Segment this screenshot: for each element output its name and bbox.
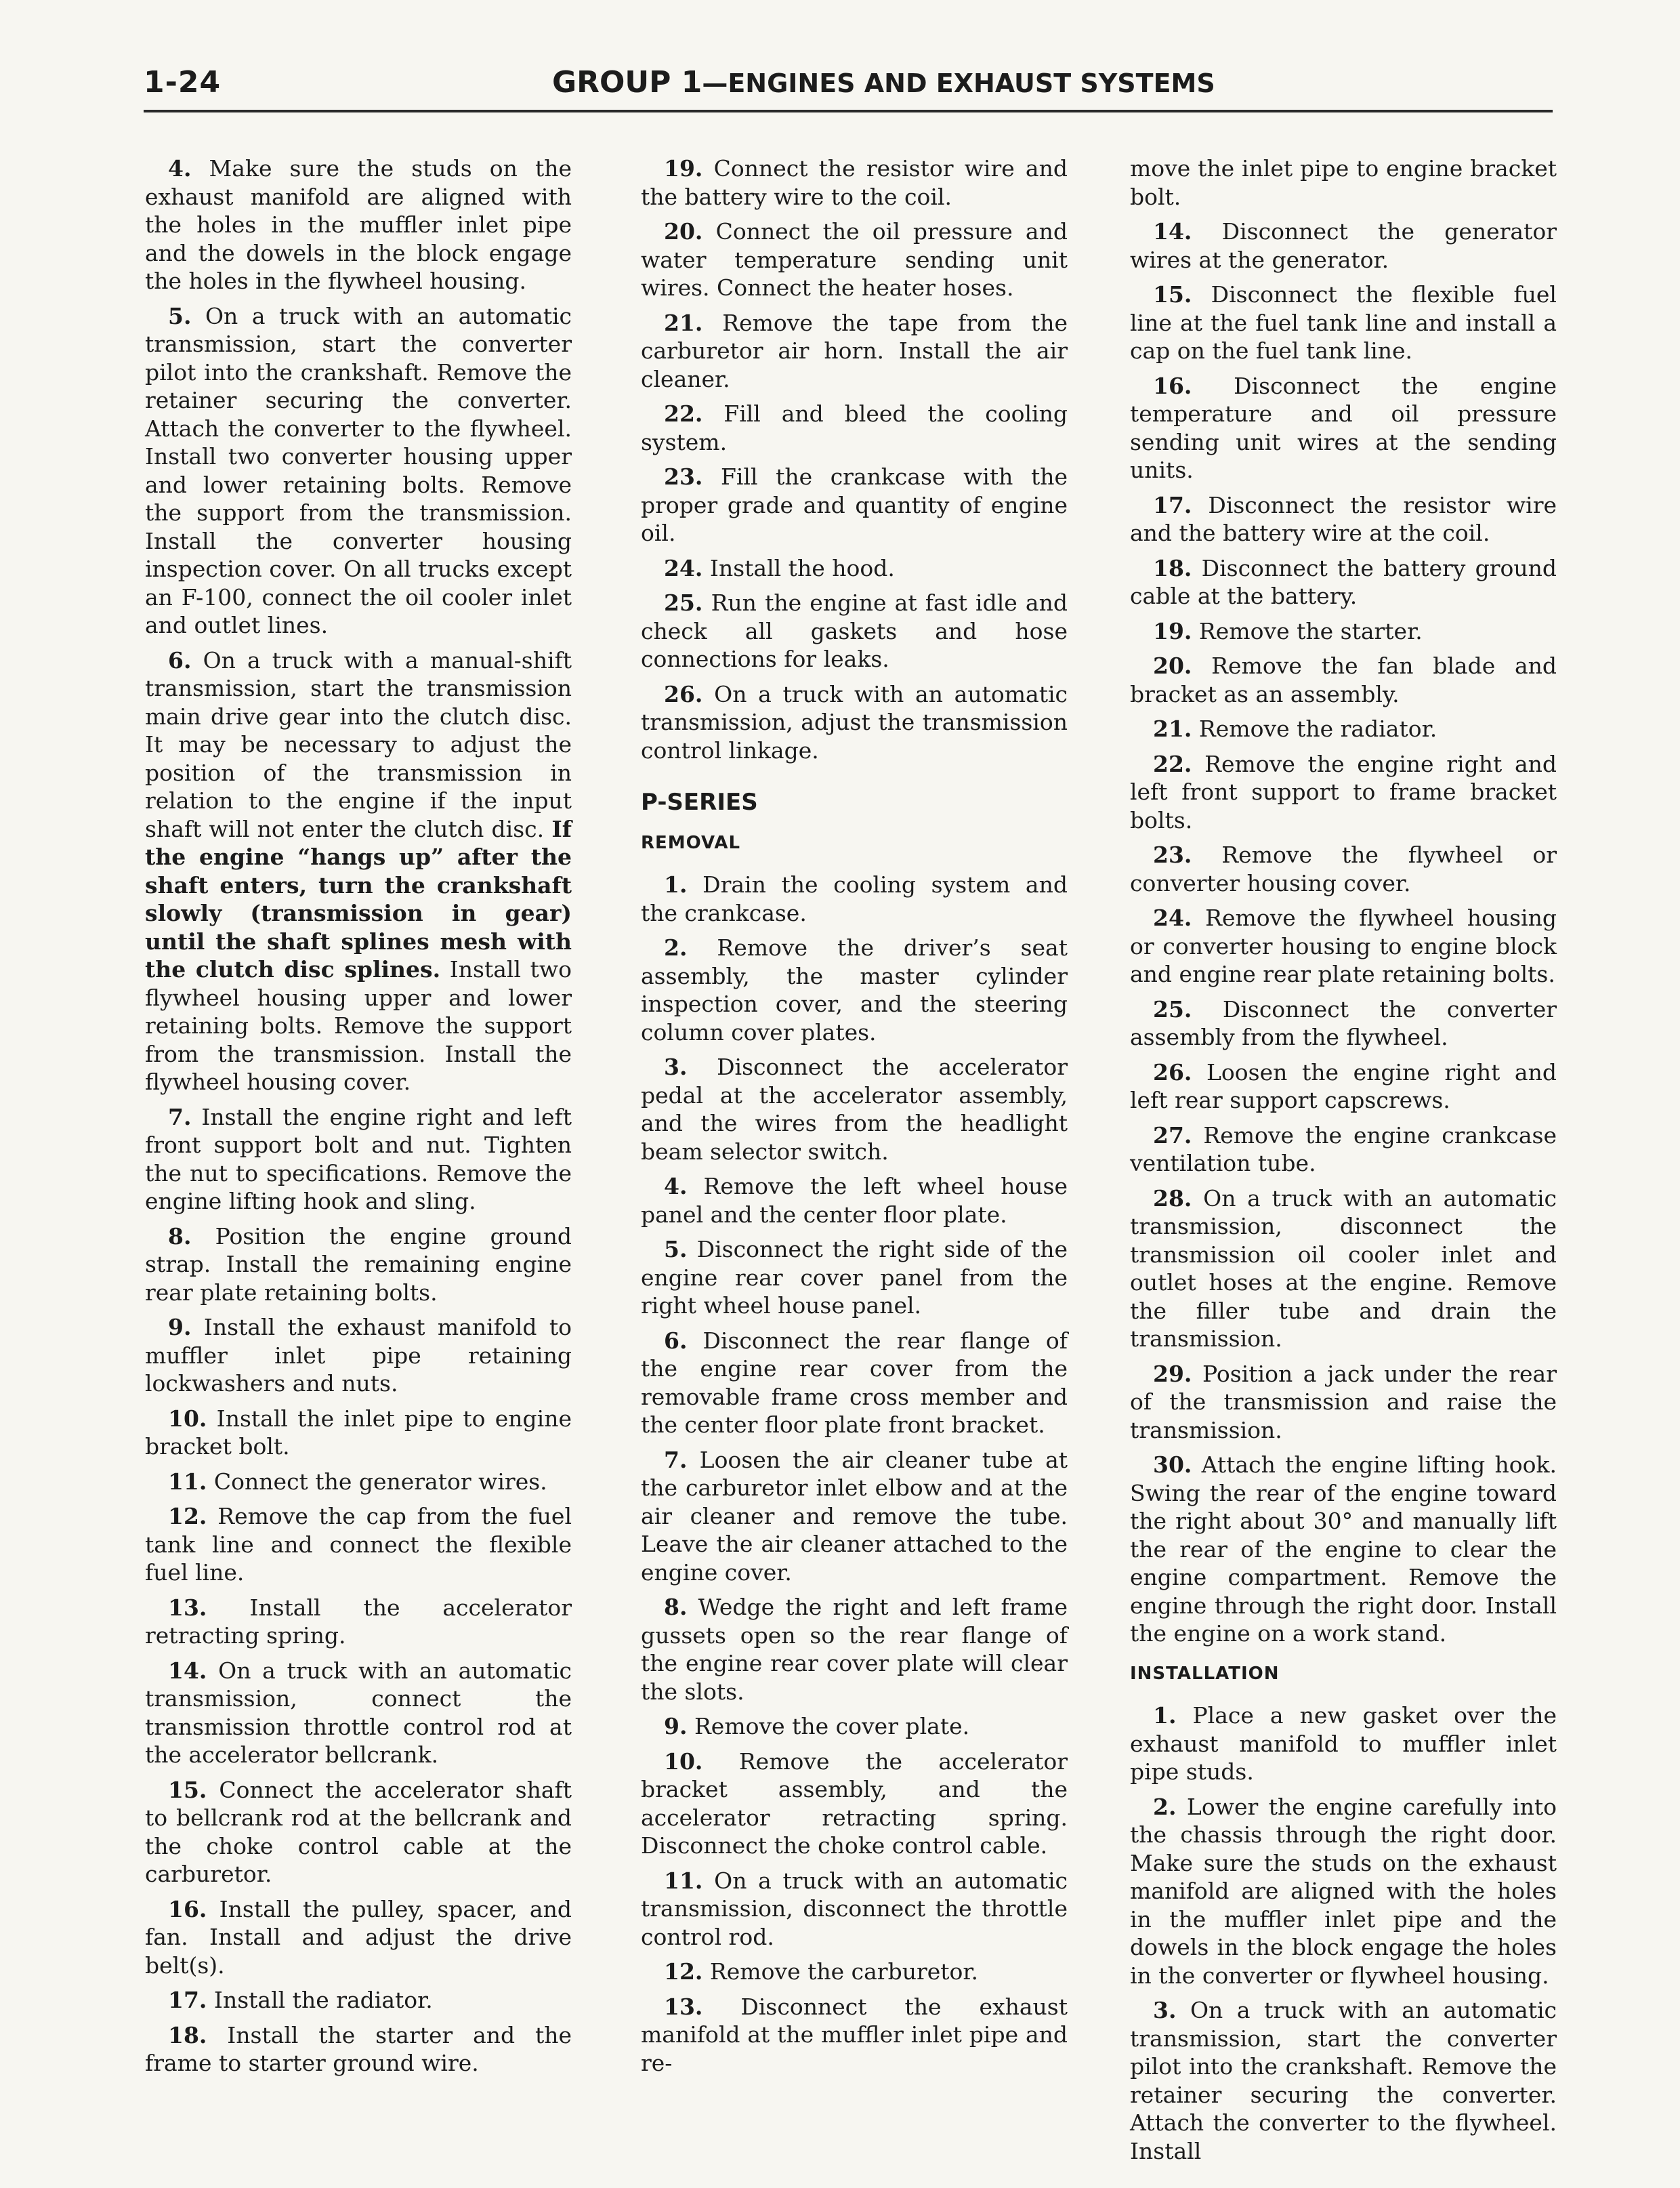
- step-paragraph: [145, 1502, 572, 1587]
- step-text: Fill the crankcase with the proper grade and quantity of engine oil.: [641, 463, 1068, 546]
- step-number: 2.: [1153, 1793, 1177, 1820]
- step-paragraph: [145, 1468, 572, 1496]
- step-text: Install the inlet pipe to engine bracket bolt.: [145, 1405, 572, 1460]
- step-number: 6.: [168, 646, 192, 674]
- step-number: 13.: [664, 1993, 703, 2020]
- step-text: Attach the engine lifting hook. Swing the rear of the engine toward the right about 30° and manually lift the rear of the engine to clear the engine compartment. Remove the engine through the right door. Install the engine on a work stand.: [1130, 1451, 1557, 1647]
- step-number: 17.: [168, 1987, 207, 2013]
- step-number: 1.: [1153, 1702, 1177, 1729]
- page-number: 1-24: [144, 65, 222, 100]
- step-number: 23.: [664, 463, 703, 490]
- step-text: Connect the oil pressure and water temperature sending unit wires. Connect the heater hoses.: [641, 218, 1068, 301]
- step-paragraph: [641, 1053, 1068, 1165]
- step-number: 5.: [168, 302, 192, 329]
- step-text: Install the pulley, spacer, and fan. Install and adjust the drive belt(s).: [145, 1895, 572, 1979]
- step-paragraph: [641, 554, 1068, 583]
- step-number: 19.: [664, 155, 703, 182]
- step-number: 15.: [168, 1776, 207, 1803]
- step-number: 11.: [168, 1468, 207, 1495]
- step-number: 8.: [168, 1222, 192, 1250]
- step-number: 24.: [1153, 905, 1192, 931]
- column-2: [641, 154, 1068, 2084]
- step-text: Remove the starter.: [1198, 617, 1423, 644]
- step-text: Install the hood.: [709, 554, 895, 581]
- step-text: On a truck with an automatic transmission, disconnect the throttle control rod.: [641, 1867, 1068, 1950]
- step-number: 17.: [1153, 491, 1192, 518]
- step-number: 29.: [1153, 1360, 1192, 1387]
- step-paragraph: [641, 1993, 1068, 2078]
- step-paragraph: [1130, 554, 1557, 611]
- step-number: 7.: [168, 1103, 192, 1130]
- step-number: 18.: [1153, 554, 1192, 581]
- step-text: Disconnect the converter assembly from the flywheel.: [1130, 995, 1557, 1050]
- step-paragraph: [1130, 841, 1557, 897]
- step-text: Wedge the right and left frame gussets open so the rear flange of the engine rear cover plate will clear the slots.: [641, 1594, 1068, 1705]
- step-paragraph: [1130, 372, 1557, 484]
- step-text: Position the engine ground strap. Install the remaining engine rear plate retaining bolts.: [145, 1222, 572, 1306]
- step-text: On a truck with an automatic transmission, adjust the transmission control linkage.: [641, 680, 1068, 764]
- step-paragraph: [1130, 1058, 1557, 1115]
- step-paragraph: [145, 1776, 572, 1888]
- step-text: Remove the accelerator bracket assembly, and the accelerator retracting spring. Disconnect the choke control cable.: [641, 1748, 1068, 1859]
- step-text: Disconnect the accelerator pedal at the accelerator assembly, and the wires from the headlight beam selector switch.: [641, 1054, 1068, 1165]
- step-text: Install the engine right and left front support bolt and nut. Tighten the nut to specifications. Remove the engine lifting hook and sling.: [145, 1103, 572, 1214]
- step-paragraph: [641, 1235, 1068, 1320]
- step-number: 22.: [664, 400, 703, 427]
- step-paragraph: [1130, 715, 1557, 743]
- step-number: 14.: [168, 1657, 207, 1684]
- step-text: Connect the generator wires.: [213, 1468, 547, 1495]
- step-text: Loosen the engine right and left rear support capscrews.: [1130, 1058, 1557, 1113]
- step-number: 8.: [664, 1594, 688, 1620]
- step-paragraph: [1130, 1360, 1557, 1445]
- step-paragraph: [641, 871, 1068, 927]
- step-text: Remove the cover plate.: [694, 1713, 970, 1739]
- page-header: [552, 65, 1215, 100]
- step-text: Disconnect the rear flange of the engine rear cover from the removable frame cross member and the center floor plate front bracket.: [641, 1327, 1068, 1438]
- step-number: 9.: [664, 1713, 688, 1739]
- step-paragraph: [641, 1172, 1068, 1229]
- step-number: 1.: [664, 871, 688, 898]
- step-paragraph: [641, 218, 1068, 302]
- step-text: Connect the resistor wire and the battery wire to the coil.: [641, 155, 1068, 210]
- step-number: 10.: [664, 1748, 703, 1775]
- step-text: Remove the driver’s seat assembly, the master cylinder inspection cover, and the steering column cover plates.: [641, 934, 1068, 1046]
- header-rule: [144, 110, 1553, 112]
- step-number: 6.: [664, 1327, 688, 1354]
- column-1: [145, 154, 572, 2084]
- step-number: 3.: [664, 1054, 688, 1080]
- step-number: 4.: [664, 1173, 688, 1199]
- step-paragraph: [641, 1446, 1068, 1587]
- step-paragraph: [145, 1405, 572, 1461]
- step-text: Remove the flywheel or converter housing cover.: [1130, 842, 1557, 896]
- step-paragraph: [641, 934, 1068, 1046]
- step-number: 9.: [168, 1314, 192, 1340]
- step-text: Disconnect the flexible fuel line at the fuel tank line and install a cap on the fuel tank line.: [1130, 281, 1557, 364]
- step-paragraph: [641, 1748, 1068, 1860]
- step-paragraph: [1130, 652, 1557, 708]
- step-text: Remove the fan blade and bracket as an assembly.: [1130, 653, 1557, 707]
- step-number: 16.: [1153, 372, 1192, 399]
- step-paragraph: [641, 1958, 1068, 1986]
- step-text: Disconnect the exhaust manifold at the muffler inlet pipe and re-: [641, 1993, 1068, 2076]
- step-number: 5.: [664, 1236, 688, 1262]
- step-paragraph: [1130, 491, 1557, 548]
- step-number: 3.: [1153, 1997, 1177, 2023]
- step-text: Place a new gasket over the exhaust manifold to muffler inlet pipe studs.: [1130, 1702, 1557, 1785]
- step-text: Position a jack under the rear of the transmission and raise the transmission.: [1130, 1360, 1557, 1443]
- step-paragraph: [641, 154, 1068, 211]
- step-text: Make sure the studs on the exhaust manifold are aligned with the holes in the muffler inlet pipe and the dowels in the block engage the holes in the flywheel housing.: [145, 155, 572, 294]
- step-paragraph: [145, 1222, 572, 1307]
- step-paragraph: [145, 1594, 572, 1650]
- step-text: Install the starter and the frame to starter ground wire.: [145, 2021, 572, 2076]
- step-number: 18.: [168, 2021, 207, 2048]
- step-continuation: move the inlet pipe to engine bracket bolt.: [1130, 155, 1557, 210]
- step-number: 25.: [664, 590, 703, 616]
- step-text: Lower the engine carefully into the chassis through the right door. Make sure the studs on the exhaust manifold are aligned with the holes in the muffler inlet pipe and the dowels in the block engage the holes in the converter or flywheel housing.: [1130, 1793, 1557, 1989]
- step-text: Run the engine at fast idle and check all gaskets and hose connections for leaks.: [641, 590, 1068, 672]
- step-paragraph: [1130, 1184, 1557, 1353]
- step-paragraph: [641, 589, 1068, 674]
- column-3: [1130, 154, 1557, 2172]
- step-paragraph: [641, 400, 1068, 456]
- step-emphasis: If the engine “hangs up” after the shaft enters, turn the crankshaft slowly (transmission in gear) until the shaft splines mesh with the clutch disc splines.: [145, 815, 572, 983]
- step-paragraph: [145, 1657, 572, 1769]
- step-text: Remove the tape from the carburetor air horn. Install the air cleaner.: [641, 309, 1068, 392]
- step-text: Loosen the air cleaner tube at the carburetor inlet elbow and at the air cleaner and remove the tube. Leave the air cleaner attached to the engine cover.: [641, 1446, 1068, 1586]
- step-number: 2.: [664, 934, 688, 961]
- step-number: 13.: [168, 1594, 207, 1621]
- step-paragraph: [145, 302, 572, 640]
- section-title-p-series: P-SERIES: [641, 789, 758, 816]
- step-paragraph: [1130, 1701, 1557, 1786]
- step-paragraph: [641, 309, 1068, 394]
- step-number: 4.: [168, 155, 192, 182]
- step-paragraph: [1130, 1451, 1557, 1648]
- step-number: 15.: [1153, 281, 1192, 308]
- step-number: 10.: [168, 1405, 207, 1432]
- step-number: 12.: [168, 1503, 207, 1529]
- step-paragraph: [641, 463, 1068, 548]
- step-number: 16.: [168, 1895, 207, 1922]
- step-number: 20.: [664, 218, 703, 245]
- step-paragraph: [641, 1327, 1068, 1439]
- step-number: 24.: [664, 554, 703, 581]
- step-paragraph: [1130, 617, 1557, 646]
- step-paragraph: [1130, 1793, 1557, 1990]
- step-text: Drain the cooling system and the crankcase.: [641, 871, 1068, 926]
- step-text: Install the radiator.: [213, 1987, 433, 2013]
- step-number: 19.: [1153, 617, 1192, 644]
- subsection-title-installation: INSTALLATION: [1130, 1663, 1280, 1684]
- step-text: Remove the cap from the fuel tank line and connect the flexible fuel line.: [145, 1503, 572, 1586]
- step-text: Fill and bleed the cooling system.: [641, 400, 1068, 455]
- step-text: Connect the accelerator shaft to bellcrank rod at the bellcrank and the choke control cable at the carburetor.: [145, 1776, 572, 1887]
- step-number: 14.: [1153, 218, 1192, 245]
- step-text: On a truck with an automatic transmission, start the converter pilot into the crankshaft. Remove the retainer securing the converter. Attach the converter to the flywheel. Install two converter housing upper and lower retaining bolts. Remove the support from the transmission. Install the converter housing inspection cover. On all trucks except an F-100, connect the oil cooler inlet and outlet lines.: [145, 302, 572, 638]
- step-paragraph: [641, 1712, 1068, 1741]
- step-number: 28.: [1153, 1184, 1192, 1212]
- step-text: On a truck with a manual-shift transmission, start the transmission main drive gear into the clutch disc. It may be necessary to adjust the position of the transmission in relation to the engine if the input shaft will not enter the clutch disc.: [145, 646, 572, 842]
- step-paragraph: [145, 1103, 572, 1216]
- step-text: Install two flywheel housing upper and lower retaining bolts. Remove the support from the transmission. Install the flywheel housing cover.: [145, 956, 572, 1095]
- step-paragraph: [1130, 904, 1557, 989]
- step-text: Install the accelerator retracting spring.: [145, 1594, 572, 1649]
- step-paragraph: [1130, 1121, 1557, 1178]
- step-paragraph: [145, 1313, 572, 1398]
- group-title: —ENGINES AND EXHAUST SYSTEMS: [702, 68, 1215, 98]
- step-text: Remove the radiator.: [1198, 716, 1437, 742]
- step-paragraph: [1130, 750, 1557, 835]
- step-paragraph: [145, 646, 572, 1096]
- step-number: 21.: [664, 309, 703, 336]
- step-number: 30.: [1153, 1451, 1192, 1478]
- step-number: 27.: [1153, 1121, 1192, 1149]
- step-text: On a truck with an automatic transmission, disconnect the transmission oil cooler inlet and outlet hoses at the engine. Remove the filler tube and drain the transmission.: [1130, 1184, 1557, 1352]
- step-text: On a truck with an automatic transmission, start the converter pilot into the crankshaft. Remove the retainer securing the converter. Attach the converter to the flywheel. Install: [1130, 1997, 1557, 2164]
- step-paragraph: [641, 1867, 1068, 1952]
- step-paragraph: [1130, 1996, 1557, 2165]
- step-number: 7.: [664, 1446, 688, 1473]
- step-text: Install the exhaust manifold to muffler inlet pipe retaining lockwashers and nuts.: [145, 1314, 572, 1397]
- step-number: 20.: [1153, 653, 1192, 679]
- step-paragraph: [641, 1593, 1068, 1706]
- step-text: Remove the flywheel housing or converter housing to engine block and engine rear plate retaining bolts.: [1130, 905, 1557, 987]
- step-number: 23.: [1153, 842, 1192, 868]
- step-number: 26.: [664, 680, 703, 707]
- step-number: 26.: [1153, 1058, 1192, 1086]
- step-paragraph: [1130, 281, 1557, 365]
- step-paragraph: [641, 680, 1068, 765]
- step-number: 25.: [1153, 995, 1192, 1023]
- step-text: Remove the engine crankcase ventilation tube.: [1130, 1121, 1557, 1176]
- subsection-title-removal: REMOVAL: [641, 832, 741, 853]
- step-text: Disconnect the battery ground cable at the battery.: [1130, 554, 1557, 609]
- step-number: 11.: [664, 1867, 703, 1894]
- step-paragraph: [145, 1895, 572, 1980]
- step-text: Disconnect the engine temperature and oil pressure sending unit wires at the sending units.: [1130, 372, 1557, 483]
- step-text: Remove the engine right and left front support to frame bracket bolts.: [1130, 750, 1557, 833]
- step-paragraph: [145, 1986, 572, 2015]
- step-number: 21.: [1153, 716, 1192, 742]
- step-paragraph: [145, 2021, 572, 2078]
- step-text: On a truck with an automatic transmission, connect the transmission throttle control rod at the accelerator bellcrank.: [145, 1657, 572, 1768]
- step-paragraph: [1130, 218, 1557, 274]
- group-label: GROUP 1: [552, 65, 702, 100]
- step-number: 22.: [1153, 750, 1192, 777]
- step-text: Disconnect the resistor wire and the battery wire at the coil.: [1130, 491, 1557, 546]
- step-text: Disconnect the right side of the engine rear cover panel from the right wheel house panel.: [641, 1236, 1068, 1319]
- step-paragraph: [1130, 995, 1557, 1052]
- step-text: Remove the left wheel house panel and the center floor plate.: [641, 1173, 1068, 1228]
- step-paragraph: [145, 154, 572, 295]
- step-number: 12.: [664, 1958, 703, 1985]
- step-text: Disconnect the generator wires at the generator.: [1130, 218, 1557, 273]
- step-text: Remove the carburetor.: [709, 1958, 979, 1985]
